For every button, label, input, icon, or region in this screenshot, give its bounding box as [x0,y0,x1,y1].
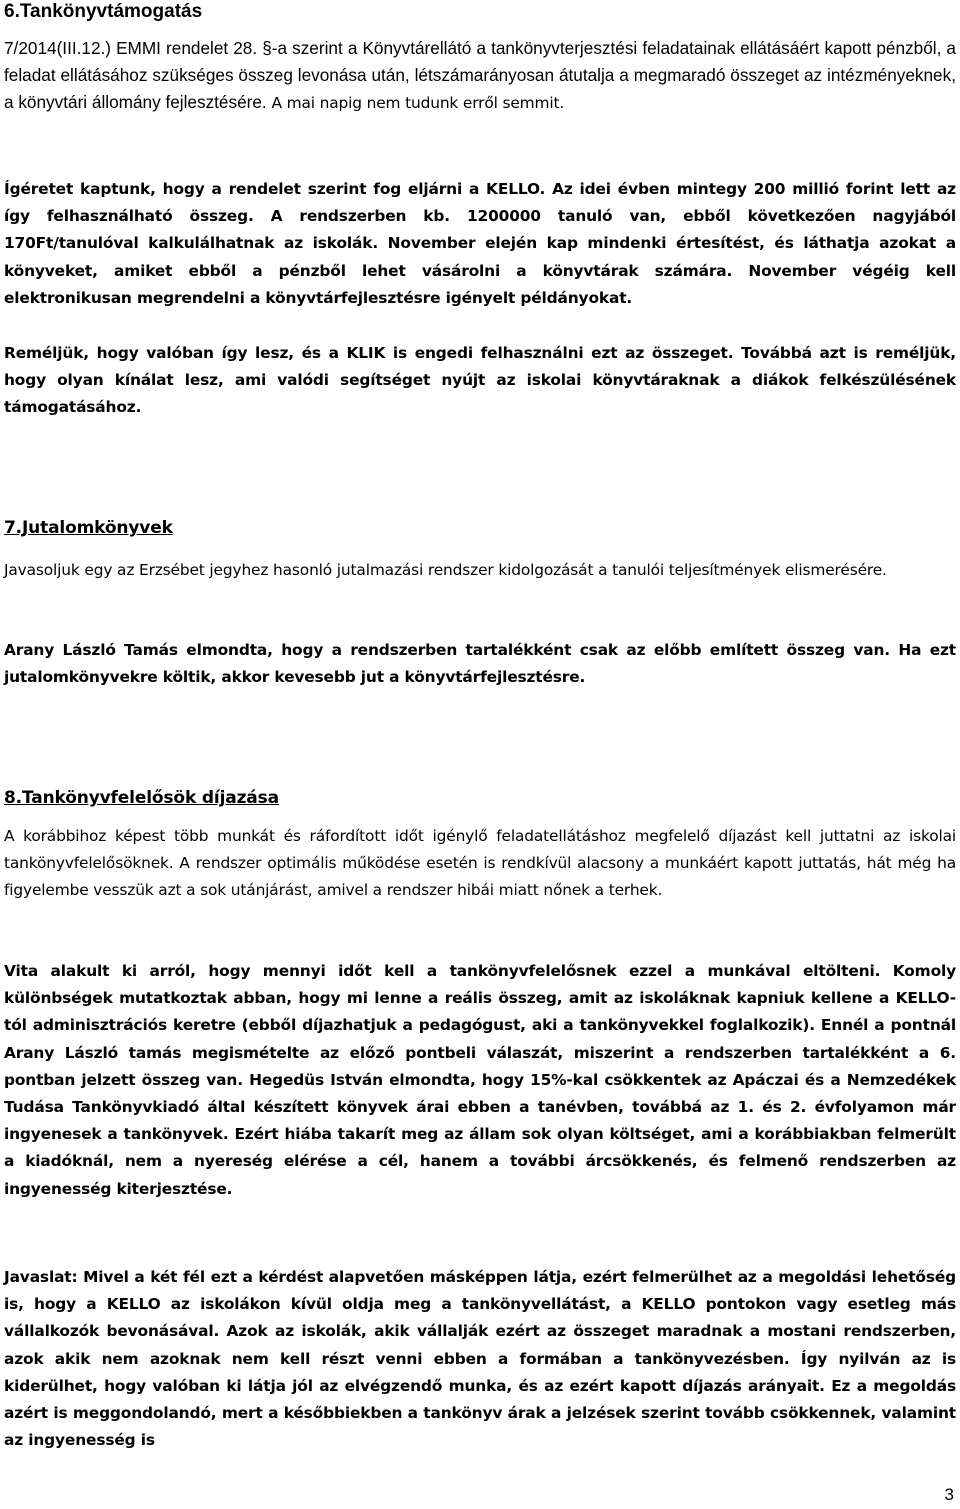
section-7-paragraph-2: Arany László Tamás elmondta, hogy a rendszerben tartalékként csak az előbb említett összeg van. Ha ezt jutalomkönyvekre költik, akkor kevesebb jut a könyvtárfejlesztésre. [4,641,956,687]
section-6-paragraph-3: Reméljük, hogy valóban így lesz, és a KLIK is engedi felhasználni ezt az összeget. Továbbá azt is reméljük, hogy olyan kínálat lesz, ami valódi segítséget nyújt az iskolai könyvtáraknak a diákok felkészülésének támogatásához. [4,344,956,417]
section-6-paragraph-1-tail: A mai napig nem tudunk erről semmit. [271,94,565,113]
section-8-paragraph-3: Javaslat: Mivel a két fél ezt a kérdést alapvetően másképpen látja, ezért felmerülhet az a megoldási lehetőség is, hogy a KELLO az iskolákon kívül oldja meg a tankönyvellátást, a KELLO pontokon vagy esetleg más vállalkozók bevonásával. Azok az iskolák, akik vállalják ezért az összeget maradnak a mostani rendszerben, azok akik nem azoknak nem kell részt venni ebben a formában a tankönyvezésben. Így nyilván az is kiderülhet, hogy valóban ki látja jól az elvégzendő munka, és az ezért kapott díjazás arányait. Ez a megoldás azért is meggondolandó, mert a későbbiekben a tankönyv árak a jelzések szerint tovább csökkennek, valamint az ingyenesség is [4,1268,956,1450]
section-8-paragraph-2: Vita alakult ki arról, hogy mennyi időt kell a tankönyvfelelősnek ezzel a munkával eltölteni. Komoly különbségek mutatkoztak abban, hogy mi lenne a reális összeg, amit az iskoláknak kapniuk kellene a KELLO-tól adminisztrációs keretre (ebből díjazhatjuk a pedagógust, aki a tankönyvekkel foglalkozik). Ennél a pontnál Arany László tamás megismételte az előző pontbeli válaszát, miszerint a rendszerben tartalékként a 6. pontban jelzett összeg van. Hegedüs István elmondta, hogy 15%-kal csökkentek az Apáczai és a Nemzedékek Tudása Tankönyvkiadó által készített könyvek árai ebben a tanévben, továbbá az 1. és 2. évfolyamon már ingyenesek a tankönyvek. Ezért hiába takarít meg az állam sok olyan költséget, ami a korábbiakban felmerült a kiadóknál, nem a nyereség elérése a cél, hanem a további árcsökkenés, és felmenő rendszerben az ingyenesség kiterjesztése. [4,962,956,1198]
section-6-paragraph-1-text: 7/2014(III.12.) EMMI rendelet 28. §-a szerint a Könyvtárellátó a tankönyvterjesztési feladatainak ellátásáért kapott pénzből, a feladat ellátásához szükséges összeg levonása után, létszámarányosan átutalja a megmaradó összeget az intézményeknek, a könyvtári állomány fejlesztésére. [4,38,956,113]
section-8-paragraph-1: A korábbihoz képest több munkát és ráfordított időt igénylő feladatellátáshoz megfelelő díjazást kell juttatni az iskolai tankönyvfelelősöknek. A rendszer optimális működése esetén is rendkívül alacsony a munkáért kapott juttatás, hát még ha figyelembe vesszük azt a sok utánjárást, amivel a rendszer hibái miatt nőnek a terhek. [4,827,956,900]
section-6-title: 6.Tankönyvtámogatás [4,1,203,22]
section-6-paragraph-2: Ígéretet kaptunk, hogy a rendelet szerint fog eljárni a KELLO. Az idei évben mintegy 200 millió forint lett az így felhasználható összeg. A rendszerben kb. 1200000 tanuló van, ebből következően nagyjából 170Ft/tanulóval kalkulálhatnak az iskolák. November elején kap mindenki értesítést, és láthatja azokat a könyveket, amiket ebből a pénzből lehet vásárolni a könyvtárak számára. November végéig kell elektronikusan megrendelni a könyvtárfejlesztésre igényelt példányokat. [4,180,956,307]
page-number: 3 [944,1485,954,1504]
section-8-title: 8.Tankönyvfelelősök díjazása [4,788,279,808]
section-7-title: 7.Jutalomkönyvek [4,518,173,538]
section-6-paragraph-1 [4,35,956,118]
section-7-paragraph-1: Javasoljuk egy az Erzsébet jegyhez hasonló jutalmazási rendszer kidolgozását a tanulói teljesítmények elismerésére. [4,561,887,579]
